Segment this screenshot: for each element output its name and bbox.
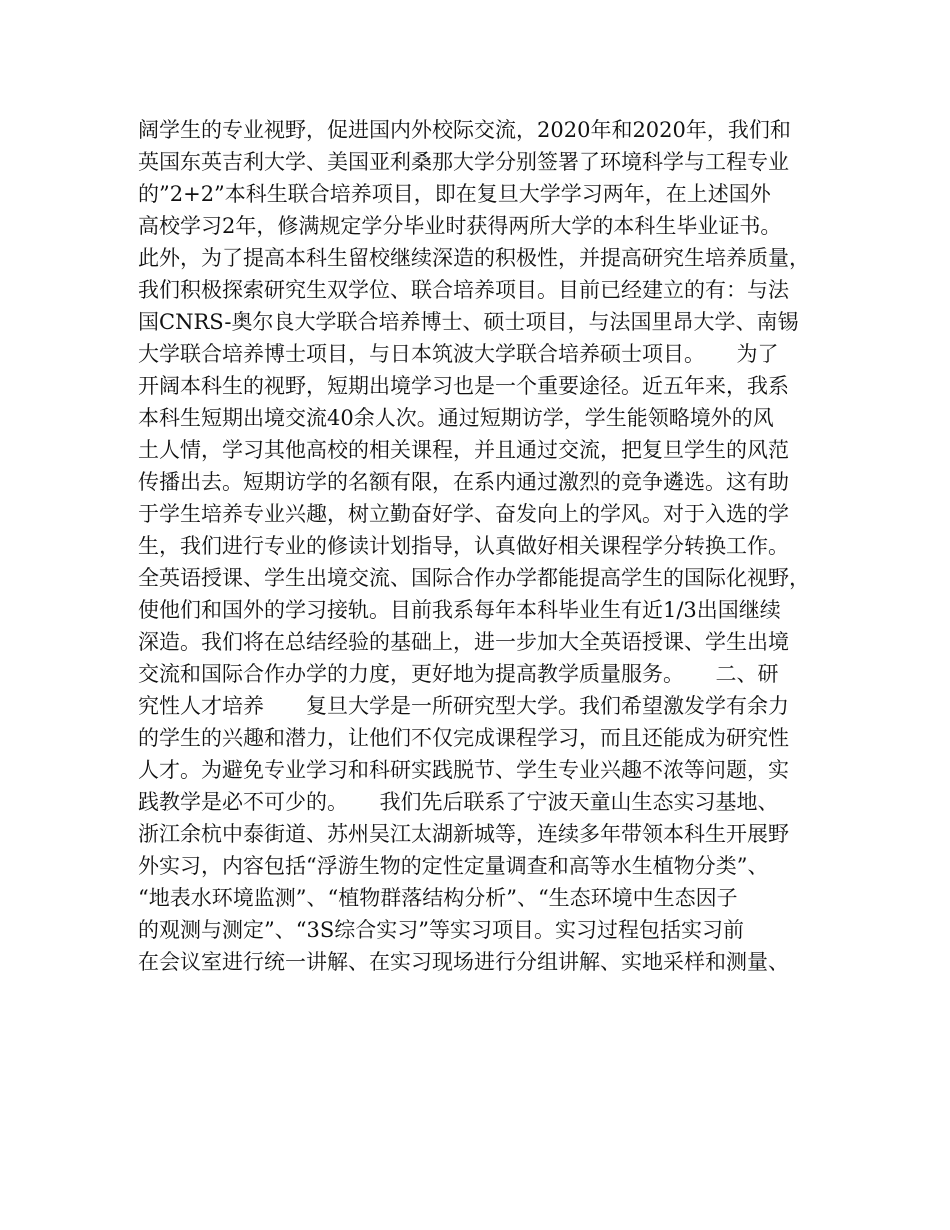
text-line: 在会议室进行统一讲解、在实习现场进行分组讲解、实地采样和测量、 [138,950,789,974]
text-line: 此外，为了提高本科生留校继续深造的积极性，并提高研究生培养质量， [138,246,810,270]
text-line: 传播出去。短期访学的名额有限，在系内通过激烈的竞争遴选。这有助 [138,470,789,494]
text-line: 我们积极探索研究生双学位、联合培养项目。目前已经建立的有：与法 [138,278,789,302]
text-line: 于学生培养专业兴趣，树立勤奋好学、奋发向上的学风。对于入选的学 [138,502,789,526]
text-line: 国CNRS-奥尔良大学联合培养博士、硕士项目，与法国里昂大学、南锡 [138,310,799,334]
text-line: 使他们和国外的学习接轨。目前我系每年本科毕业生有近1/3出国继续 [138,598,781,622]
text-line: 践教学是必不可少的。 我们先后联系了宁波天童山生态实习基地、 [138,790,779,814]
text-line: 深造。我们将在总结经验的基础上，进一步加大全英语授课、学生出境 [138,630,789,654]
text-line: 的”2+2”本科生联合培养项目，即在复旦大学学习两年，在上述国外 [138,182,771,206]
text-line: 究性人才培养 复旦大学是一所研究型大学。我们希望激发学有余力 [138,694,789,718]
text-line: 大学联合培养博士项目，与日本筑波大学联合培养硕士项目。 为了 [138,342,779,366]
document-body-text [138,114,828,978]
text-line: 外实习，内容包括“浮游生物的定性定量调查和高等水生植物分类”、 [138,854,769,878]
text-line: 英国东英吉利大学、美国亚利桑那大学分别签署了环境科学与工程专业 [138,150,789,174]
text-line: 人才。为避免专业学习和科研实践脱节、学生专业兴趣不浓等问题，实 [138,758,789,782]
text-line: 高校学习2年，修满规定学分毕业时获得两所大学的本科生毕业证书。 [138,214,782,238]
text-line: 全英语授课、学生出境交流、国际合作办学都能提高学生的国际化视野， [138,566,810,590]
text-line: 阔学生的专业视野，促进国内外校际交流，2020年和2020年，我们和 [138,118,791,142]
text-line: 土人情，学习其他高校的相关课程，并且通过交流，把复旦学生的风范 [138,438,789,462]
text-line: 开阔本科生的视野，短期出境学习也是一个重要途径。近五年来，我系 [138,374,789,398]
text-line: 的学生的兴趣和潜力，让他们不仅完成课程学习，而且还能成为研究性 [138,726,789,750]
text-line: 本科生短期出境交流40余人次。通过短期访学，学生能领略境外的风 [138,406,774,430]
text-line: 交流和国际合作办学的力度，更好地为提高教学质量服务。 二、研 [138,662,779,686]
text-line: “地表水环境监测”、“植物群落结构分析”、“生态环境中生态因子 [138,886,738,910]
text-line: 生，我们进行专业的修读计划指导，认真做好相关课程学分转换工作。 [138,534,789,558]
text-line: 浙江余杭中泰街道、苏州吴江太湖新城等，连续多年带领本科生开展野 [138,822,789,846]
text-line: 的观测与测定”、“3S综合实习”等实习项目。实习过程包括实习前 [138,918,744,942]
